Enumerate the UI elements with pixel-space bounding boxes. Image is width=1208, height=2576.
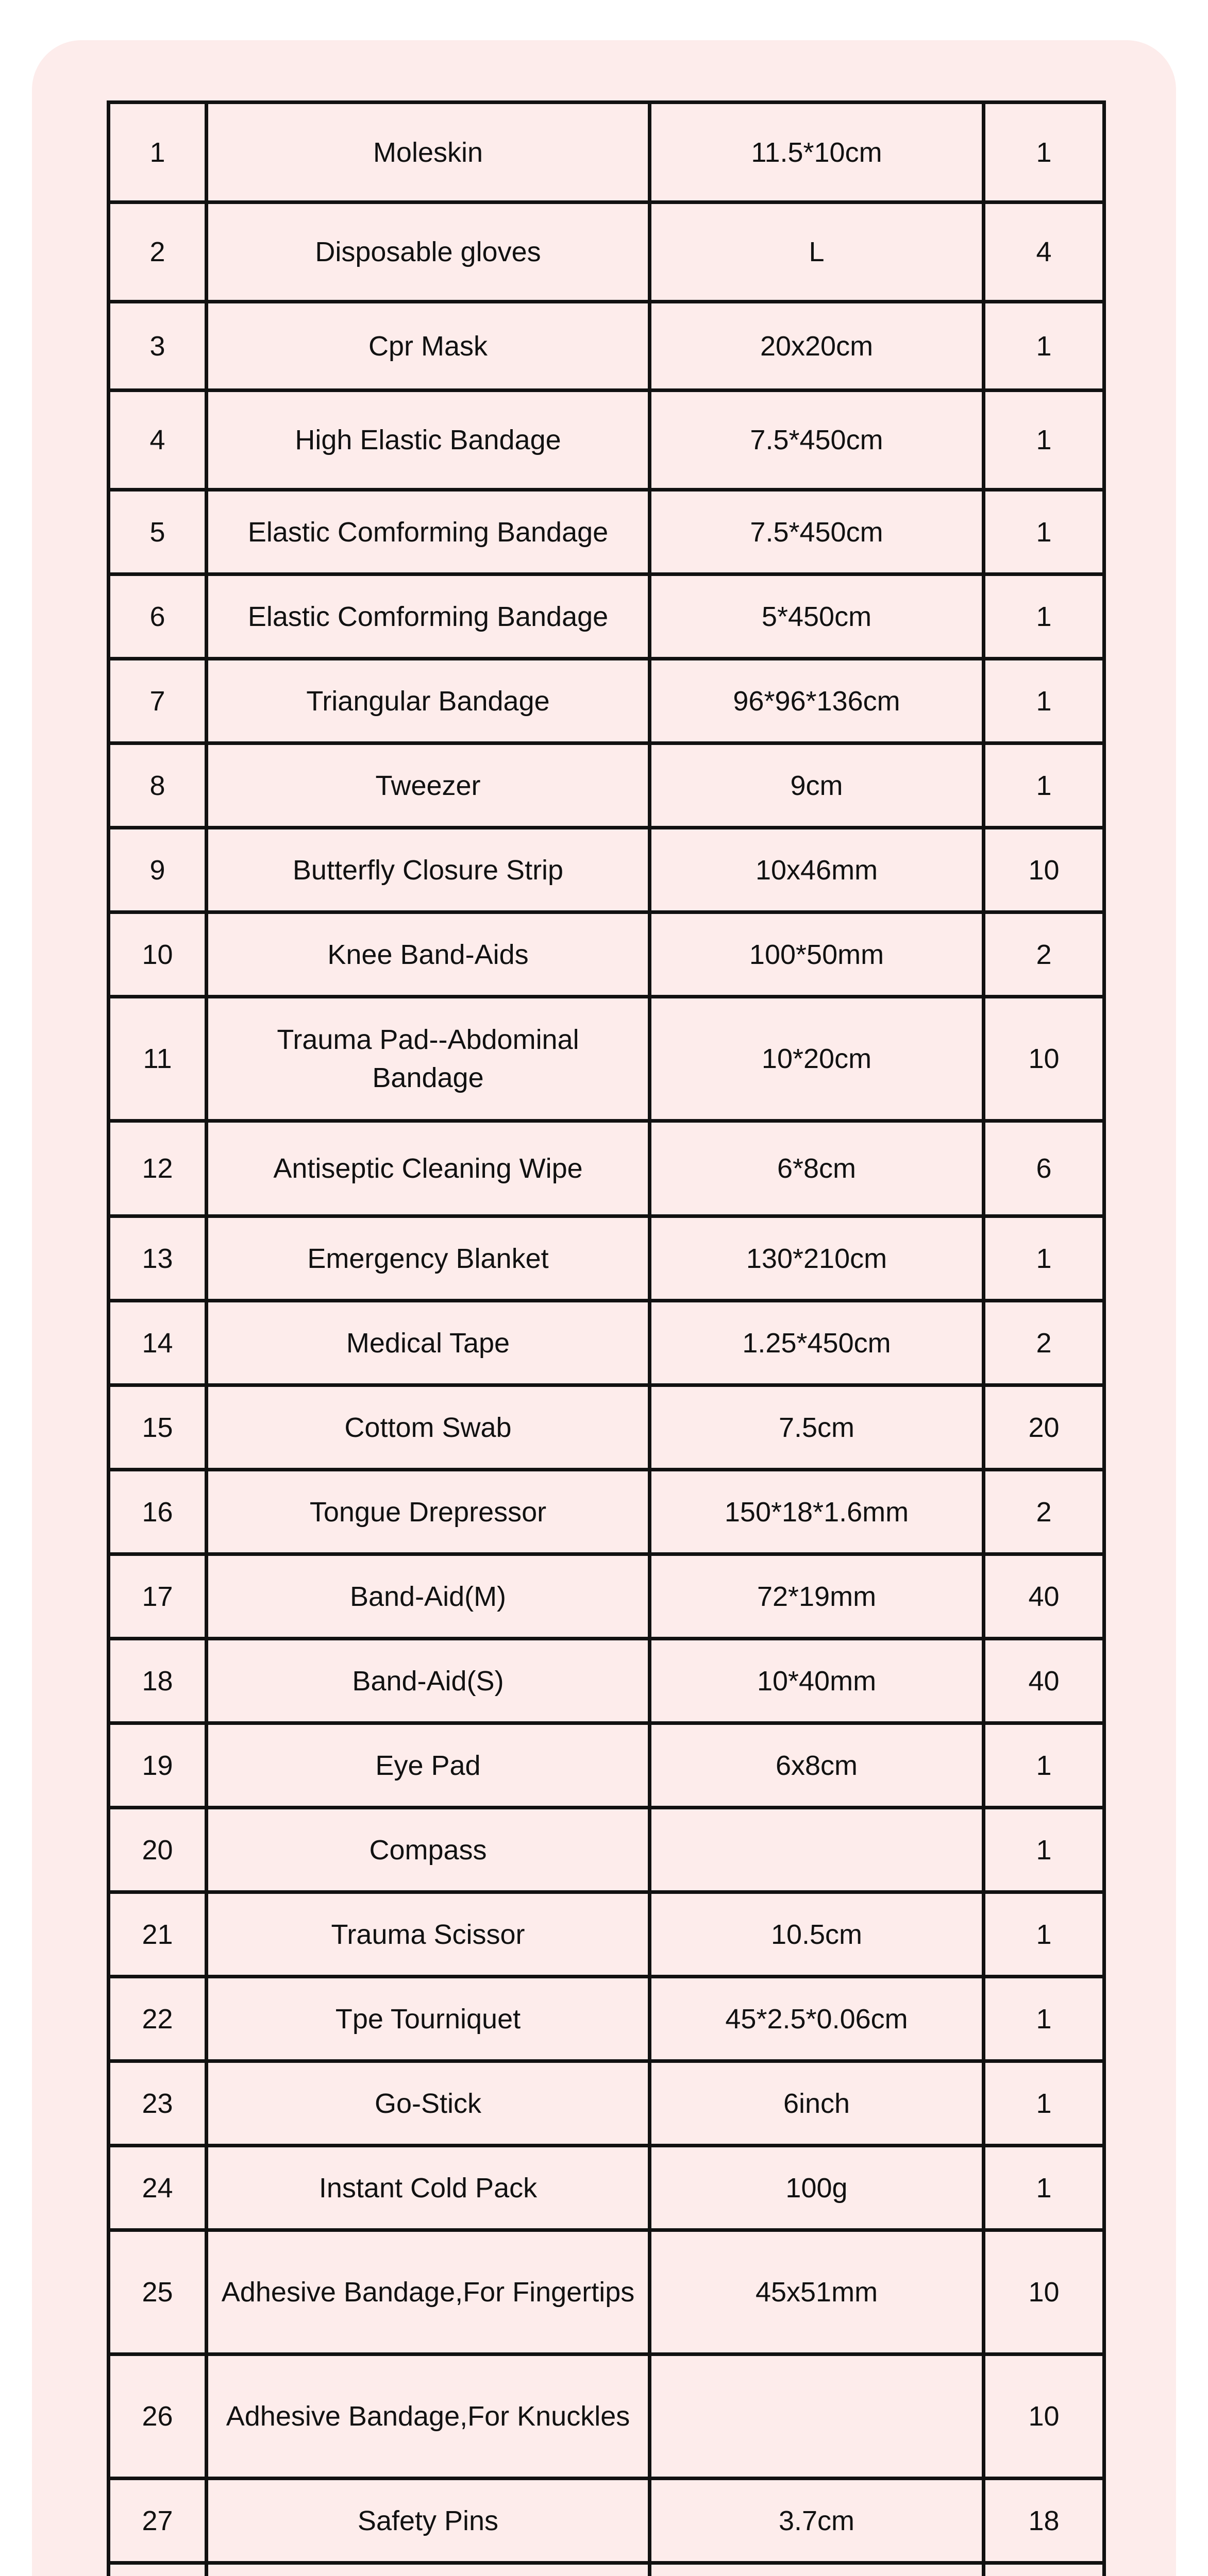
item-quantity-cell: 18 [984, 2479, 1104, 2563]
item-quantity-cell: 10 [984, 2230, 1104, 2354]
item-name-cell: Cottom Swab [207, 1385, 650, 1470]
table-row [109, 2563, 1104, 2576]
item-size-cell: 7.5cm [650, 1385, 984, 1470]
item-number-cell: 4 [109, 391, 207, 490]
item-number-cell [109, 2563, 207, 2576]
item-number-cell: 21 [109, 1892, 207, 1977]
item-name-cell: Triangular Bandage [207, 659, 650, 743]
item-name-cell: Safety Pins [207, 2479, 650, 2563]
item-name-cell: Adhesive Bandage,For Fingertips [207, 2230, 650, 2354]
table-row [109, 912, 1104, 997]
item-name-cell: Adhesive Bandage,For Knuckles [207, 2354, 650, 2479]
item-number-cell: 7 [109, 659, 207, 743]
item-quantity-cell: 1 [984, 1892, 1104, 1977]
item-quantity-cell: 1 [984, 103, 1104, 202]
item-number-cell: 14 [109, 1301, 207, 1385]
item-quantity-cell: 6 [984, 1121, 1104, 1216]
item-number-cell: 23 [109, 2061, 207, 2146]
item-name-cell: Trauma Scissor [207, 1892, 650, 1977]
table-row [109, 1723, 1104, 1808]
item-number-cell: 27 [109, 2479, 207, 2563]
item-size-cell: 20x20cm [650, 302, 984, 391]
item-quantity-cell: 1 [984, 490, 1104, 574]
item-quantity-cell: 1 [984, 743, 1104, 828]
item-size-cell: 45x51mm [650, 2230, 984, 2354]
item-size-cell: 100g [650, 2146, 984, 2230]
item-size-cell: 6inch [650, 2061, 984, 2146]
item-quantity-cell: 1 [984, 1723, 1104, 1808]
table-row [109, 103, 1104, 202]
item-quantity-cell: 1 [984, 1808, 1104, 1892]
table-row [109, 1639, 1104, 1723]
table-row [109, 2479, 1104, 2563]
item-quantity-cell: 1 [984, 659, 1104, 743]
item-name-cell: Tongue Drepressor [207, 1470, 650, 1554]
item-size-cell: 72*19mm [650, 1554, 984, 1639]
item-name-cell: High Elastic Bandage [207, 391, 650, 490]
item-number-cell: 17 [109, 1554, 207, 1639]
item-size-cell: 10*40mm [650, 1639, 984, 1723]
item-name-cell: Compass [207, 1808, 650, 1892]
table-row [109, 2146, 1104, 2230]
table-row [109, 659, 1104, 743]
item-quantity-cell: 10 [984, 2354, 1104, 2479]
item-number-cell: 18 [109, 1639, 207, 1723]
table-body [109, 103, 1104, 2576]
item-number-cell: 13 [109, 1216, 207, 1301]
table-row [109, 1554, 1104, 1639]
item-size-cell: 3.7cm [650, 2479, 984, 2563]
table-row [109, 490, 1104, 574]
table-row [109, 1977, 1104, 2061]
item-size-cell: 6x8cm [650, 1723, 984, 1808]
item-quantity-cell: 1 [984, 391, 1104, 490]
item-quantity-cell: 4 [984, 202, 1104, 302]
item-number-cell: 15 [109, 1385, 207, 1470]
item-number-cell: 6 [109, 574, 207, 659]
item-name-cell: Medical Tape [207, 1301, 650, 1385]
item-size-cell: 130*210cm [650, 1216, 984, 1301]
item-size-cell: 10.5cm [650, 1892, 984, 1977]
table-row [109, 997, 1104, 1121]
item-name-cell: Instant Cold Pack [207, 2146, 650, 2230]
table-row [109, 1892, 1104, 1977]
item-quantity-cell: 1 [984, 302, 1104, 391]
item-number-cell: 22 [109, 1977, 207, 2061]
item-number-cell: 16 [109, 1470, 207, 1554]
item-size-cell: 7.5*450cm [650, 391, 984, 490]
item-name-cell: Disposable gloves [207, 202, 650, 302]
item-size-cell: 6*8cm [650, 1121, 984, 1216]
item-quantity-cell: 1 [984, 2146, 1104, 2230]
item-size-cell: 150*18*1.6mm [650, 1470, 984, 1554]
item-name-cell: Trauma Pad--Abdominal Bandage [207, 997, 650, 1121]
item-size-cell: 7.5*450cm [650, 490, 984, 574]
item-quantity-cell: 20 [984, 1385, 1104, 1470]
first-aid-kit-table [107, 100, 1106, 2576]
item-size-cell: 1.25*450cm [650, 1301, 984, 1385]
item-quantity-cell: 1 [984, 1216, 1104, 1301]
item-size-cell: 96*96*136cm [650, 659, 984, 743]
table-row [109, 828, 1104, 912]
item-number-cell: 8 [109, 743, 207, 828]
table-row [109, 202, 1104, 302]
item-quantity-cell [984, 2563, 1104, 2576]
table-row [109, 1121, 1104, 1216]
table-row [109, 1808, 1104, 1892]
item-number-cell: 20 [109, 1808, 207, 1892]
item-name-cell: Antiseptic Cleaning Wipe [207, 1121, 650, 1216]
table-row [109, 743, 1104, 828]
item-number-cell: 12 [109, 1121, 207, 1216]
table-row [109, 1301, 1104, 1385]
item-name-cell: Elastic Comforming Bandage [207, 490, 650, 574]
item-name-cell: Go-Stick [207, 2061, 650, 2146]
item-name-cell: Emergency Blanket [207, 1216, 650, 1301]
item-number-cell: 2 [109, 202, 207, 302]
item-quantity-cell: 10 [984, 828, 1104, 912]
item-size-cell: 11.5*10cm [650, 103, 984, 202]
item-quantity-cell: 2 [984, 912, 1104, 997]
table-row [109, 574, 1104, 659]
item-quantity-cell: 40 [984, 1639, 1104, 1723]
item-name-cell: Elastic Comforming Bandage [207, 574, 650, 659]
item-quantity-cell: 1 [984, 2061, 1104, 2146]
item-size-cell [650, 1808, 984, 1892]
item-number-cell: 24 [109, 2146, 207, 2230]
item-size-cell: 45*2.5*0.06cm [650, 1977, 984, 2061]
item-number-cell: 10 [109, 912, 207, 997]
item-size-cell: 100*50mm [650, 912, 984, 997]
item-size-cell [650, 2354, 984, 2479]
item-name-cell: Butterfly Closure Strip [207, 828, 650, 912]
item-quantity-cell: 40 [984, 1554, 1104, 1639]
table-row [109, 1216, 1104, 1301]
item-size-cell: 10*20cm [650, 997, 984, 1121]
table-row [109, 1385, 1104, 1470]
item-name-cell: Eye Pad [207, 1723, 650, 1808]
item-number-cell: 19 [109, 1723, 207, 1808]
item-size-cell: 9cm [650, 743, 984, 828]
item-number-cell: 25 [109, 2230, 207, 2354]
item-name-cell: Tpe Tourniquet [207, 1977, 650, 2061]
item-number-cell: 3 [109, 302, 207, 391]
table-row [109, 2061, 1104, 2146]
item-name-cell: Band-Aid(M) [207, 1554, 650, 1639]
item-quantity-cell: 10 [984, 997, 1104, 1121]
item-size-cell: L [650, 202, 984, 302]
table-row [109, 2230, 1104, 2354]
item-name-cell: Band-Aid(S) [207, 1639, 650, 1723]
table-row [109, 302, 1104, 391]
table-row [109, 2354, 1104, 2479]
item-number-cell: 9 [109, 828, 207, 912]
table-row [109, 391, 1104, 490]
item-name-cell: Knee Band-Aids [207, 912, 650, 997]
item-number-cell: 26 [109, 2354, 207, 2479]
item-name-cell: Cpr Mask [207, 302, 650, 391]
item-number-cell: 5 [109, 490, 207, 574]
item-quantity-cell: 1 [984, 574, 1104, 659]
item-number-cell: 1 [109, 103, 207, 202]
item-name-cell [207, 2563, 650, 2576]
item-number-cell: 11 [109, 997, 207, 1121]
item-name-cell: Tweezer [207, 743, 650, 828]
item-name-cell: Moleskin [207, 103, 650, 202]
item-quantity-cell: 2 [984, 1470, 1104, 1554]
table-row [109, 1470, 1104, 1554]
item-size-cell [650, 2563, 984, 2576]
item-size-cell: 10x46mm [650, 828, 984, 912]
item-quantity-cell: 1 [984, 1977, 1104, 2061]
item-size-cell: 5*450cm [650, 574, 984, 659]
item-quantity-cell: 2 [984, 1301, 1104, 1385]
